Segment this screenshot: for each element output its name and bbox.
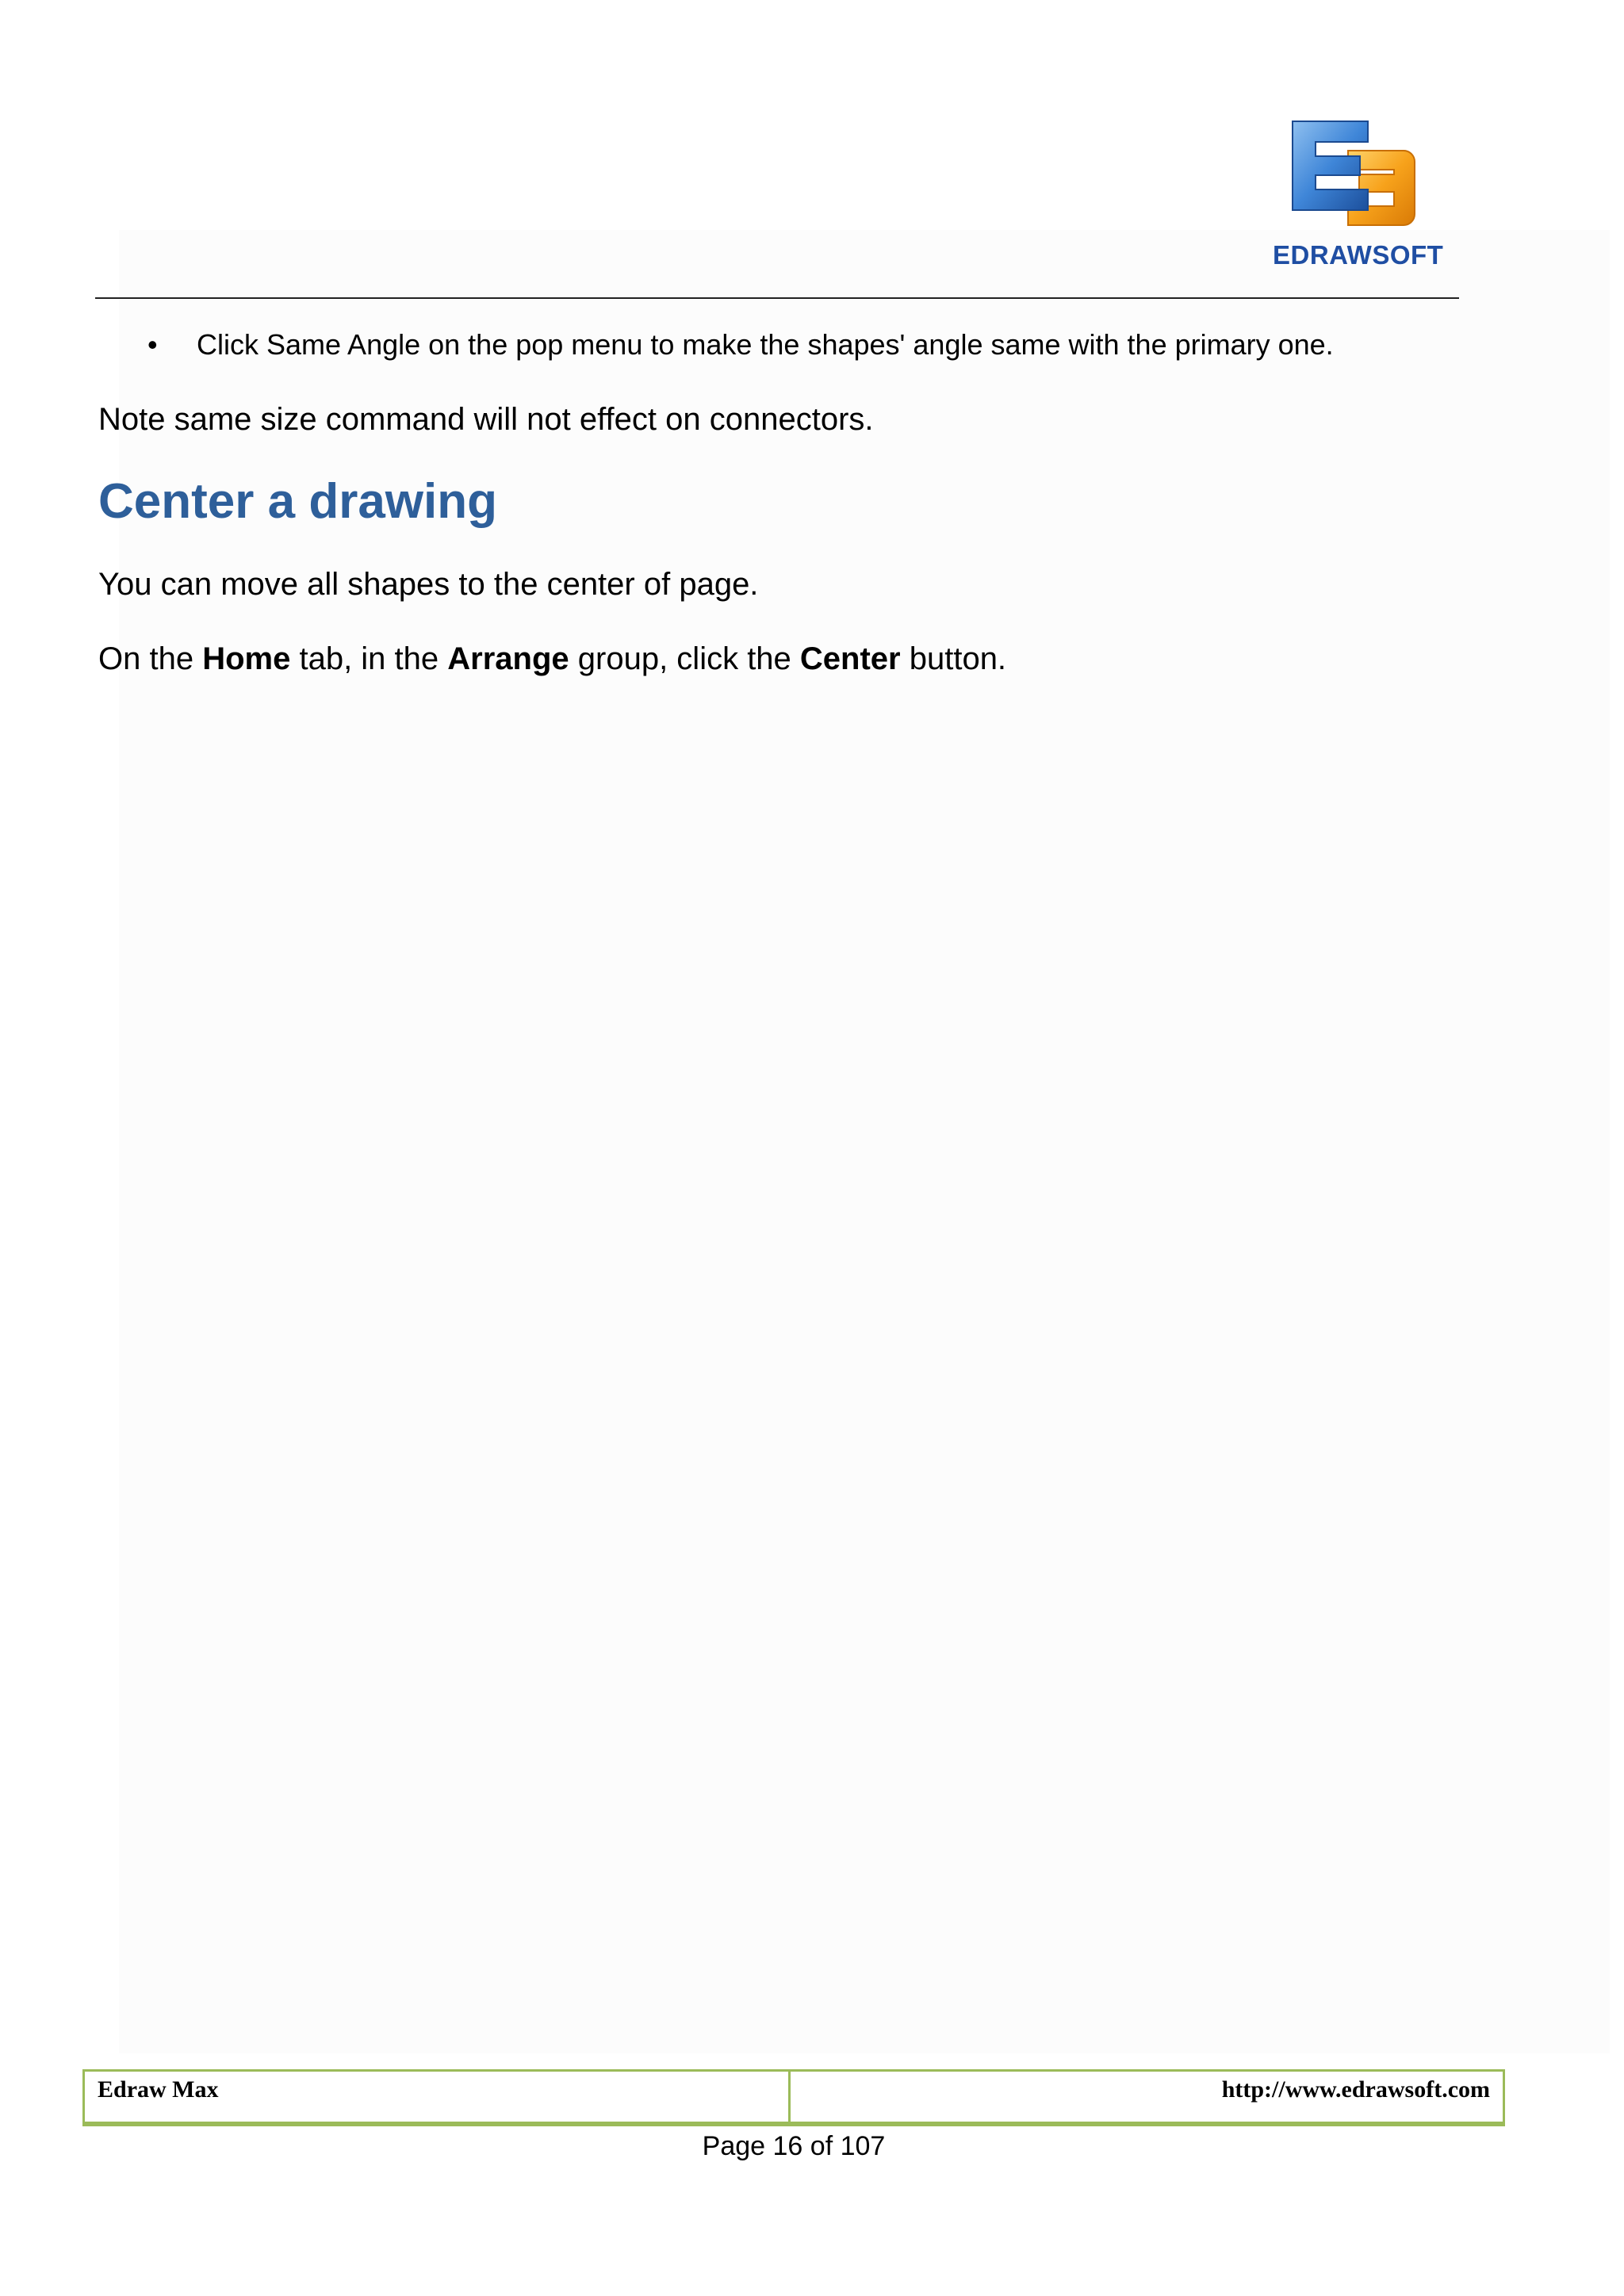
header-divider (95, 297, 1459, 299)
page-number: Page 16 of 107 (702, 2131, 886, 2161)
instruction-suffix: button. (900, 641, 1007, 676)
instruction-paragraph (98, 635, 1446, 683)
bullet-list-item (98, 321, 1446, 369)
note-paragraph: Note same size command will not effect on connectors. (98, 402, 874, 437)
instruction-mid2: group, click the (569, 641, 800, 676)
edrawsoft-logo (1273, 115, 1444, 274)
page-footer (82, 2069, 1505, 2162)
instruction-prefix: On the (98, 641, 203, 676)
home-tab-label: Home (202, 641, 291, 676)
bullet-text: Click Same Angle on the pop menu to make the shapes' angle same with the primary one. (197, 328, 1334, 361)
document-body (98, 321, 1446, 683)
section-heading: Center a drawing (98, 474, 497, 529)
edrawsoft-logo-icon (1273, 115, 1431, 234)
intro-paragraph: You can move all shapes to the center of page. (98, 567, 759, 602)
footer-website-link[interactable]: http://www.edrawsoft.com (1221, 2076, 1490, 2103)
page-header (95, 0, 1459, 301)
instruction-mid1: tab, in the (290, 641, 448, 676)
footer-table (82, 2069, 1505, 2126)
center-button-label: Center (799, 641, 901, 676)
arrange-group-label: Arrange (447, 641, 569, 676)
footer-product-name: Edraw Max (85, 2072, 791, 2122)
logo-wordmark: EDRAWSOFT (1273, 240, 1444, 270)
bullet-icon: • (147, 328, 158, 361)
